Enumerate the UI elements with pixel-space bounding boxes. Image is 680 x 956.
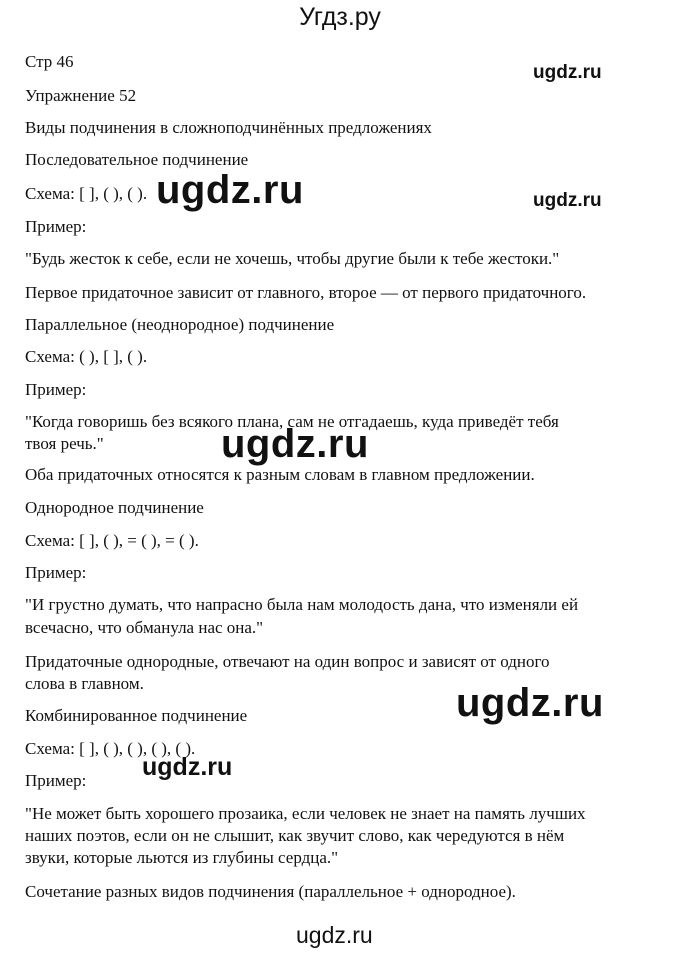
- page-number: Стр 46: [25, 52, 74, 71]
- footer-watermark: ugdz.ru: [296, 922, 373, 948]
- exercise-title: Упражнение 52: [25, 86, 137, 105]
- section-heading-sequential: Последовательное подчинение: [25, 150, 249, 169]
- watermark: ugdz.ru: [533, 62, 602, 83]
- example-label: Пример:: [25, 563, 87, 582]
- example-label: Пример:: [25, 217, 87, 236]
- example-combined-line-3: звуки, которые льются из глубины сердца.": [25, 848, 339, 867]
- section-heading-combined: Комбинированное подчинение: [25, 706, 248, 725]
- example-label: Пример:: [25, 771, 87, 790]
- scheme-homogeneous: Схема: [ ], ( ), = ( ), = ( ).: [25, 531, 199, 550]
- scheme-combined: Схема: [ ], ( ), ( ), ( ), ( ).: [25, 739, 196, 758]
- explanation-parallel: Оба придаточных относятся к разным словам в главном предложении.: [25, 465, 535, 484]
- explanation-sequential: Первое придаточное зависит от главного, второе — от первого придаточного.: [25, 283, 587, 302]
- topic-heading: Виды подчинения в сложноподчинённых предложениях: [25, 118, 432, 137]
- scheme-sequential: Схема: [ ], ( ), ( ).: [25, 184, 148, 203]
- site-title: Угдз.ру: [299, 3, 381, 31]
- section-heading-parallel: Параллельное (неоднородное) подчинение: [25, 315, 335, 334]
- watermark: ugdz.ru: [221, 422, 369, 466]
- example-combined-line-1: "Не может быть хорошего прозаика, если человек не знает на память лучших: [25, 804, 586, 823]
- watermark: ugdz.ru: [456, 681, 604, 725]
- watermark: ugdz.ru: [533, 190, 602, 211]
- example-parallel-line-1: "Когда говоришь без всякого плана, сам не отгадаешь, куда приведёт тебя: [25, 412, 559, 431]
- example-homogeneous-line-1: "И грустно думать, что напрасно была нам молодость дана, что изменяли ей: [25, 595, 579, 614]
- explanation-combined: Сочетание разных видов подчинения (параллельное + однородное).: [25, 882, 516, 901]
- example-sequential: "Будь жесток к себе, если не хочешь, чтобы другие были к тебе жестоки.": [25, 249, 560, 268]
- watermark: ugdz.ru: [156, 168, 304, 212]
- example-combined-line-2: наших поэтов, если он не слышит, как звучит слово, как чередуются в нём: [25, 826, 565, 845]
- section-heading-homogeneous: Однородное подчинение: [25, 498, 204, 517]
- scheme-parallel: Схема: ( ), [ ], ( ).: [25, 347, 148, 366]
- watermark: ugdz.ru: [142, 753, 233, 781]
- example-label: Пример:: [25, 380, 87, 399]
- example-homogeneous-line-2: всечасно, что обманула нас она.": [25, 618, 264, 637]
- explanation-homogeneous-line-2: слова в главном.: [25, 674, 144, 693]
- explanation-homogeneous-line-1: Придаточные однородные, отвечают на один вопрос и зависят от одного: [25, 652, 550, 671]
- example-parallel-line-2: твоя речь.": [25, 434, 104, 453]
